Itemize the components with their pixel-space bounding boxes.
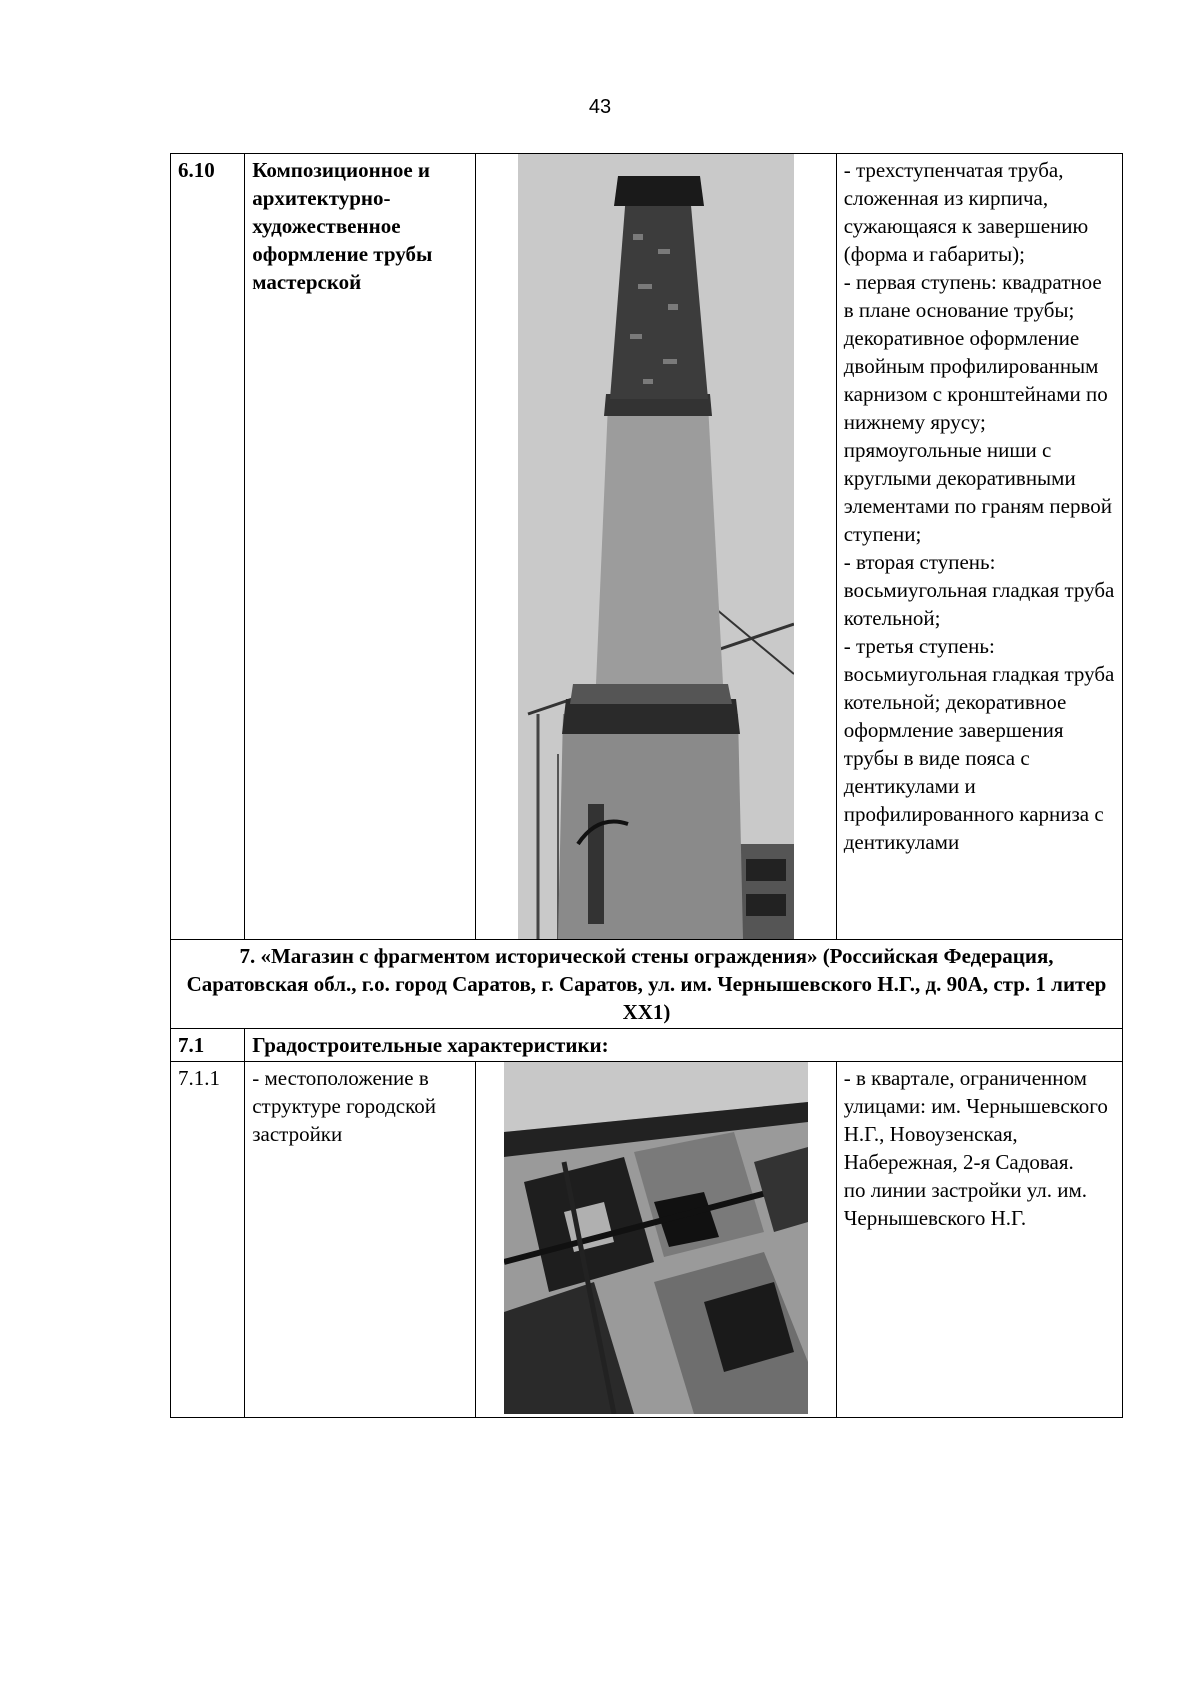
description-line: по линии застройки ул. им. Чернышевского Н.Г. bbox=[843, 1178, 1088, 1230]
description-line: - в квартале, ограниченном улицами: им. Чернышевского Н.Г., Новоузенская, Набережная, 2-я Садовая. bbox=[843, 1066, 1108, 1174]
page-number: 43 bbox=[588, 96, 612, 118]
row-number: 6.10 bbox=[171, 154, 245, 940]
description-line: - третья ступень: восьмиугольная гладкая труба котельной; декоративное оформление завершения трубы в виде пояса с дентикулами и профилированного карниза с дентикулами bbox=[843, 634, 1115, 854]
row-description bbox=[836, 154, 1122, 940]
row-name: Композиционное и архитектурно-художественное оформление трубы мастерской bbox=[245, 154, 476, 940]
row-title: Градостроительные характеристики: bbox=[245, 1029, 1123, 1062]
table-row-6-10 bbox=[171, 154, 1123, 940]
photo-cell bbox=[476, 1062, 836, 1418]
row-description bbox=[836, 1062, 1122, 1418]
aerial-map-photo-icon bbox=[504, 1062, 808, 1414]
photo-cell bbox=[476, 154, 836, 940]
description-line: - первая ступень: квадратное в плане основание трубы; декоративное оформление двойным профилированным карнизом с кронштейнами по нижнему ярусу; прямоугольные ниши с круглыми декоративными элементами по граням первой ступени; bbox=[843, 270, 1112, 546]
row-number: 7.1 bbox=[171, 1029, 245, 1062]
row-name: - местоположение в структуре городской застройки bbox=[245, 1062, 476, 1418]
table-row-7-1 bbox=[171, 1029, 1123, 1062]
section-heading-row bbox=[171, 940, 1123, 1029]
description-line: - трехступенчатая труба, сложенная из кирпича, сужающаяся к завершению (форма и габариты); bbox=[843, 158, 1089, 266]
row-number: 7.1.1 bbox=[171, 1062, 245, 1418]
heritage-table bbox=[170, 153, 1123, 1418]
table-row-7-1-1 bbox=[171, 1062, 1123, 1418]
description-line: - вторая ступень: восьмиугольная гладкая труба котельной; bbox=[843, 550, 1115, 630]
section-heading: 7. «Магазин с фрагментом исторической стены ограждения» (Российская Федерация, Саратовская обл., г.о. город Саратов, г. Саратов, ул. им. Чернышевского Н.Г., д. 90А, стр. 1 литер XX1) bbox=[171, 940, 1123, 1029]
chimney-photo-icon bbox=[518, 154, 794, 939]
